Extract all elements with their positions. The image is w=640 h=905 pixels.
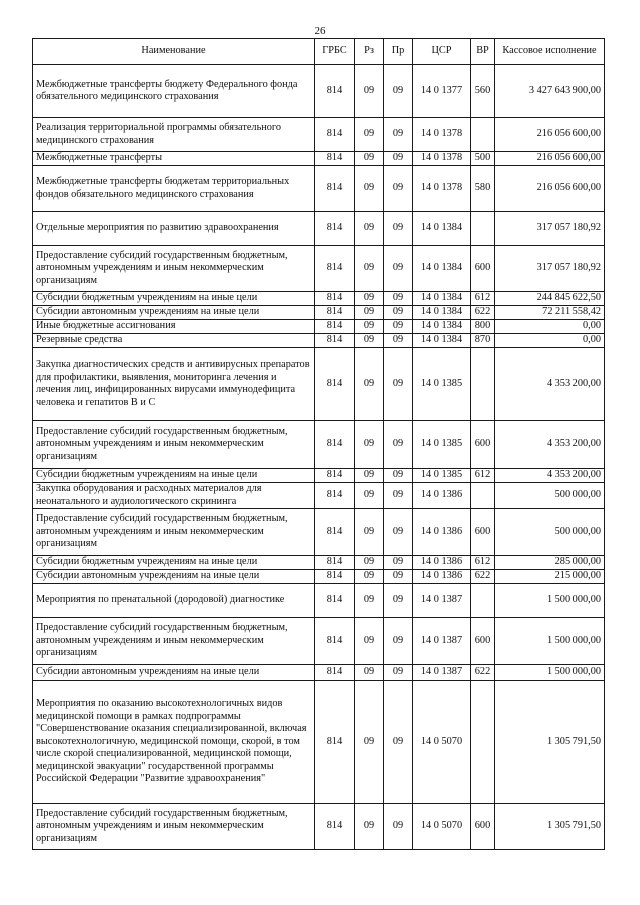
cell-pr: 09 xyxy=(384,334,413,348)
cell-csr: 14 0 1378 xyxy=(413,118,471,152)
cell-vr: 800 xyxy=(471,320,495,334)
cell-grbs: 814 xyxy=(315,118,355,152)
page-number: 26 xyxy=(314,25,326,37)
cell-pr: 09 xyxy=(384,469,413,483)
cell-grbs: 814 xyxy=(315,421,355,469)
cell-amount: 1 500 000,00 xyxy=(495,618,605,665)
cell-rz: 09 xyxy=(355,584,384,618)
cell-rz: 09 xyxy=(355,246,384,292)
table-row xyxy=(33,556,605,570)
cell-csr: 14 0 1386 xyxy=(413,570,471,584)
cell-vr: 600 xyxy=(471,509,495,556)
cell-name: Субсидии автономным учреждениям на иные цели xyxy=(33,306,315,320)
cell-vr xyxy=(471,118,495,152)
cell-vr xyxy=(471,681,495,804)
cell-grbs: 814 xyxy=(315,152,355,166)
cell-amount: 1 305 791,50 xyxy=(495,804,605,850)
cell-rz: 09 xyxy=(355,570,384,584)
cell-grbs: 814 xyxy=(315,556,355,570)
cell-pr: 09 xyxy=(384,570,413,584)
cell-pr: 09 xyxy=(384,65,413,118)
table-row xyxy=(33,483,605,509)
cell-vr: 580 xyxy=(471,166,495,212)
cell-vr xyxy=(471,584,495,618)
cell-name: Иные бюджетные ассигнования xyxy=(33,320,315,334)
cell-rz: 09 xyxy=(355,469,384,483)
cell-csr: 14 0 1386 xyxy=(413,483,471,509)
cell-vr: 600 xyxy=(471,246,495,292)
cell-grbs: 814 xyxy=(315,584,355,618)
table-row xyxy=(33,570,605,584)
cell-pr: 09 xyxy=(384,152,413,166)
cell-csr: 14 0 1387 xyxy=(413,584,471,618)
cell-name: Субсидии автономным учреждениям на иные цели xyxy=(33,665,315,681)
cell-rz: 09 xyxy=(355,334,384,348)
cell-amount: 500 000,00 xyxy=(495,509,605,556)
cell-vr: 500 xyxy=(471,152,495,166)
column-header-amount: Кассовое исполнение xyxy=(495,39,605,65)
cell-name: Предоставление субсидий государственным бюджетным, автономным учреждениям и иным некоммерческим организациям xyxy=(33,509,315,556)
cell-pr: 09 xyxy=(384,618,413,665)
cell-pr: 09 xyxy=(384,804,413,850)
table-row xyxy=(33,320,605,334)
column-header-csr: ЦСР xyxy=(413,39,471,65)
cell-grbs: 814 xyxy=(315,306,355,320)
cell-amount: 4 353 200,00 xyxy=(495,348,605,421)
cell-grbs: 814 xyxy=(315,618,355,665)
cell-csr: 14 0 1384 xyxy=(413,246,471,292)
cell-amount: 72 211 558,42 xyxy=(495,306,605,320)
cell-rz: 09 xyxy=(355,152,384,166)
table-header-row xyxy=(33,39,605,65)
cell-rz: 09 xyxy=(355,421,384,469)
cell-vr: 870 xyxy=(471,334,495,348)
cell-rz: 09 xyxy=(355,556,384,570)
cell-pr: 09 xyxy=(384,306,413,320)
cell-csr: 14 0 1386 xyxy=(413,509,471,556)
cell-grbs: 814 xyxy=(315,348,355,421)
cell-amount: 1 500 000,00 xyxy=(495,584,605,618)
cell-csr: 14 0 1384 xyxy=(413,212,471,246)
cell-amount: 216 056 600,00 xyxy=(495,152,605,166)
cell-rz: 09 xyxy=(355,348,384,421)
cell-name: Предоставление субсидий государственным бюджетным, автономным учреждениям и иным некоммерческим организациям xyxy=(33,804,315,850)
cell-amount: 244 845 622,50 xyxy=(495,292,605,306)
table-row xyxy=(33,681,605,804)
cell-name: Мероприятия по оказанию высокотехнологичных видов медицинской помощи в рамках подпрограммы "Совершенствование оказания специализированной, включая высокотехнологичную, медицинской помощи, скорой, в том числе скорой специализированной, медицинской помощи, медицинской эвакуации" государственной программы Российской Федерации "Развитие здравоохранения" xyxy=(33,681,315,804)
cell-name: Межбюджетные трансферты xyxy=(33,152,315,166)
cell-amount: 1 305 791,50 xyxy=(495,681,605,804)
cell-rz: 09 xyxy=(355,292,384,306)
cell-amount: 1 500 000,00 xyxy=(495,665,605,681)
cell-csr: 14 0 1377 xyxy=(413,65,471,118)
cell-vr xyxy=(471,483,495,509)
table-row xyxy=(33,804,605,850)
cell-amount: 216 056 600,00 xyxy=(495,166,605,212)
cell-csr: 14 0 1384 xyxy=(413,334,471,348)
table-row xyxy=(33,65,605,118)
cell-grbs: 814 xyxy=(315,212,355,246)
cell-pr: 09 xyxy=(384,556,413,570)
cell-rz: 09 xyxy=(355,665,384,681)
cell-rz: 09 xyxy=(355,212,384,246)
table-row xyxy=(33,292,605,306)
cell-csr: 14 0 1384 xyxy=(413,306,471,320)
column-header-rz: Рз xyxy=(355,39,384,65)
cell-grbs: 814 xyxy=(315,681,355,804)
table-row xyxy=(33,118,605,152)
column-header-vr: ВР xyxy=(471,39,495,65)
cell-csr: 14 0 1386 xyxy=(413,556,471,570)
cell-name: Предоставление субсидий государственным бюджетным, автономным учреждениям и иным некоммерческим организациям xyxy=(33,246,315,292)
table-row xyxy=(33,306,605,320)
cell-name: Субсидии бюджетным учреждениям на иные цели xyxy=(33,292,315,306)
cell-amount: 0,00 xyxy=(495,334,605,348)
cell-amount: 317 057 180,92 xyxy=(495,212,605,246)
cell-rz: 09 xyxy=(355,306,384,320)
cell-grbs: 814 xyxy=(315,570,355,584)
cell-pr: 09 xyxy=(384,212,413,246)
cell-vr: 560 xyxy=(471,65,495,118)
cell-amount: 0,00 xyxy=(495,320,605,334)
cell-pr: 09 xyxy=(384,584,413,618)
cell-vr: 612 xyxy=(471,469,495,483)
cell-vr xyxy=(471,212,495,246)
cell-csr: 14 0 1384 xyxy=(413,320,471,334)
cell-vr: 600 xyxy=(471,618,495,665)
cell-amount: 4 353 200,00 xyxy=(495,421,605,469)
cell-name: Резервные средства xyxy=(33,334,315,348)
cell-name: Субсидии бюджетным учреждениям на иные цели xyxy=(33,469,315,483)
cell-pr: 09 xyxy=(384,166,413,212)
cell-rz: 09 xyxy=(355,618,384,665)
cell-name: Реализация территориальной программы обязательного медицинского страхования xyxy=(33,118,315,152)
cell-vr: 622 xyxy=(471,665,495,681)
cell-csr: 14 0 1387 xyxy=(413,618,471,665)
cell-csr: 14 0 1384 xyxy=(413,292,471,306)
table-row xyxy=(33,246,605,292)
cell-rz: 09 xyxy=(355,166,384,212)
cell-csr: 14 0 1385 xyxy=(413,421,471,469)
table-body xyxy=(33,65,605,850)
cell-pr: 09 xyxy=(384,292,413,306)
cell-pr: 09 xyxy=(384,483,413,509)
cell-grbs: 814 xyxy=(315,469,355,483)
cell-vr: 600 xyxy=(471,421,495,469)
cell-grbs: 814 xyxy=(315,320,355,334)
cell-grbs: 814 xyxy=(315,665,355,681)
cell-name: Отдельные мероприятия по развитию здравоохранения xyxy=(33,212,315,246)
cell-grbs: 814 xyxy=(315,483,355,509)
cell-csr: 14 0 1387 xyxy=(413,665,471,681)
cell-grbs: 814 xyxy=(315,166,355,212)
table-row xyxy=(33,166,605,212)
cell-amount: 3 427 643 900,00 xyxy=(495,65,605,118)
cell-name: Закупка оборудования и расходных материалов для неонатального и аудиологического скрининга xyxy=(33,483,315,509)
cell-csr: 14 0 1385 xyxy=(413,469,471,483)
cell-amount: 285 000,00 xyxy=(495,556,605,570)
cell-pr: 09 xyxy=(384,348,413,421)
column-header-grbs: ГРБС xyxy=(315,39,355,65)
cell-vr: 622 xyxy=(471,570,495,584)
table-row xyxy=(33,334,605,348)
cell-rz: 09 xyxy=(355,804,384,850)
cell-csr: 14 0 5070 xyxy=(413,681,471,804)
cell-grbs: 814 xyxy=(315,334,355,348)
cell-grbs: 814 xyxy=(315,292,355,306)
cell-amount: 317 057 180,92 xyxy=(495,246,605,292)
cell-pr: 09 xyxy=(384,509,413,556)
table-row xyxy=(33,212,605,246)
cell-grbs: 814 xyxy=(315,246,355,292)
cell-amount: 500 000,00 xyxy=(495,483,605,509)
cell-rz: 09 xyxy=(355,681,384,804)
cell-grbs: 814 xyxy=(315,804,355,850)
column-header-name: Наименование xyxy=(33,39,315,65)
cell-vr: 600 xyxy=(471,804,495,850)
cell-vr: 622 xyxy=(471,306,495,320)
cell-amount: 216 056 600,00 xyxy=(495,118,605,152)
cell-name: Мероприятия по пренатальной (дородовой) диагностике xyxy=(33,584,315,618)
table-row xyxy=(33,509,605,556)
cell-vr: 612 xyxy=(471,556,495,570)
cell-grbs: 814 xyxy=(315,65,355,118)
table-row xyxy=(33,421,605,469)
cell-rz: 09 xyxy=(355,483,384,509)
cell-csr: 14 0 1378 xyxy=(413,152,471,166)
cell-pr: 09 xyxy=(384,665,413,681)
cell-vr: 612 xyxy=(471,292,495,306)
cell-csr: 14 0 1385 xyxy=(413,348,471,421)
cell-pr: 09 xyxy=(384,421,413,469)
table-row xyxy=(33,348,605,421)
cell-grbs: 814 xyxy=(315,509,355,556)
table-row xyxy=(33,584,605,618)
column-header-pr: Пр xyxy=(384,39,413,65)
cell-rz: 09 xyxy=(355,509,384,556)
cell-rz: 09 xyxy=(355,65,384,118)
cell-vr xyxy=(471,348,495,421)
cell-csr: 14 0 5070 xyxy=(413,804,471,850)
budget-execution-table xyxy=(32,38,605,850)
cell-amount: 215 000,00 xyxy=(495,570,605,584)
table-row xyxy=(33,152,605,166)
table-row xyxy=(33,469,605,483)
table-row xyxy=(33,665,605,681)
cell-name: Субсидии автономным учреждениям на иные цели xyxy=(33,570,315,584)
cell-name: Закупка диагностических средств и антивирусных препаратов для профилактики, выявления, мониторинга лечения и лечения лиц, инфицированных вирусами иммунодефицита человека и гепатитов В и С xyxy=(33,348,315,421)
cell-name: Предоставление субсидий государственным бюджетным, автономным учреждениям и иным некоммерческим организациям xyxy=(33,421,315,469)
cell-csr: 14 0 1378 xyxy=(413,166,471,212)
cell-name: Межбюджетные трансферты бюджетам территориальных фондов обязательного медицинского страхования xyxy=(33,166,315,212)
cell-name: Субсидии бюджетным учреждениям на иные цели xyxy=(33,556,315,570)
cell-amount: 4 353 200,00 xyxy=(495,469,605,483)
cell-pr: 09 xyxy=(384,320,413,334)
cell-pr: 09 xyxy=(384,681,413,804)
cell-pr: 09 xyxy=(384,246,413,292)
cell-rz: 09 xyxy=(355,118,384,152)
cell-name: Межбюджетные трансферты бюджету Федерального фонда обязательного медицинского страхования xyxy=(33,65,315,118)
cell-name: Предоставление субсидий государственным бюджетным, автономным учреждениям и иным некоммерческим организациям xyxy=(33,618,315,665)
table-row xyxy=(33,618,605,665)
cell-rz: 09 xyxy=(355,320,384,334)
cell-pr: 09 xyxy=(384,118,413,152)
